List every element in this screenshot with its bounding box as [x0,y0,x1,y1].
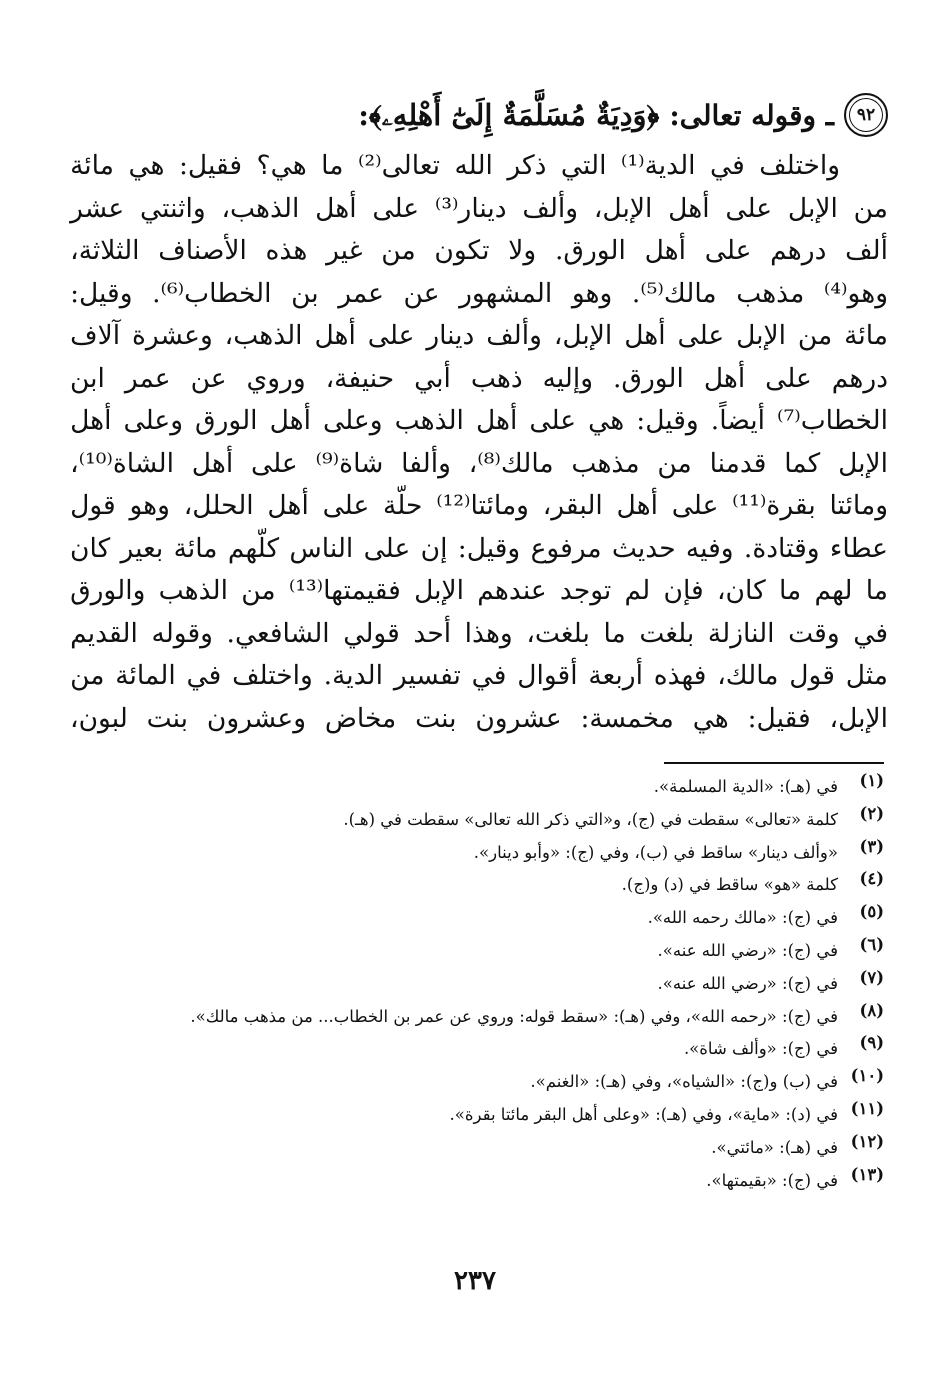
body-word: على [765,362,812,394]
body-word: أهل [269,405,311,436]
body-word: الدية⁽¹⁾ [620,150,696,181]
footnote-text: كلمة «تعالى» سقطت في (ج)، و«التي ذكر الله تعالى» سقطت في (هـ). [343,809,838,829]
body-word: أهل [644,235,687,266]
body-line [70,448,888,491]
body-word: فقيل: [747,702,811,734]
body-word: على [671,490,719,521]
body-word: من [381,235,416,266]
body-word: الدية. [323,660,383,691]
body-word: بعير [120,532,164,564]
body-word: دينار [426,320,475,351]
footnote-text: في (ج): «رحمه الله»، وفي (هـ): «سقط قوله: وروي عن عمر بن الخطاب... من مذهب مالك». [190,1006,838,1026]
body-word: أهل [314,320,356,351]
body-word: الذهب، [224,320,303,351]
body-word: الخطاب⁽⁶⁾. [152,277,272,309]
footnote-text: في (د): «ماية»، وفي (هـ): «وعلى أهل البقر مائتا بقرة». [449,1104,838,1124]
body-word: وهو⁽⁴⁾ [823,277,888,309]
body-word: ما [865,575,888,606]
body-word: في [710,150,745,181]
footnote [134,1033,884,1066]
footnote [134,1165,884,1198]
body-word: على [322,490,370,521]
body-word: الذهب، [221,192,300,224]
footnote-text: في (ج): «بقيمتها». [706,1170,838,1190]
body-word: عندهم [477,575,547,606]
body-word: الثلاثة، [70,235,140,266]
footnote-number: (٦) [859,934,884,954]
body-word: مالك، [717,660,779,691]
body-line [70,363,888,406]
body-word: الشافعي. [226,617,330,649]
body-word: بلغت [639,617,695,649]
body-word: البقر، [542,490,603,521]
body-word: ما [321,150,344,181]
body-word: وروي [246,362,306,394]
footnote-text: في (ج): «مالك رحمه الله». [647,908,838,928]
body-line [70,405,888,448]
body-word: مذهب [571,447,640,479]
body-word: عطاء [829,532,888,564]
body-word: ابن [70,362,105,394]
footnote-number: (١٣) [850,1164,884,1184]
body-word: من [853,192,888,224]
footnote [134,1099,884,1132]
body-word: هي [588,405,625,436]
body-word: بقرة⁽¹¹⁾ [732,490,816,521]
body-word: الحلل، [183,490,254,521]
body-line [70,660,888,703]
body-word: على [677,320,725,351]
body-word: المائة [115,660,176,691]
body-word: وألفا [401,447,451,479]
body-word: بن [291,277,319,309]
body-word: ولا [508,235,537,266]
body-line [70,575,888,618]
body-word: حديث [611,532,676,564]
footnote [134,935,884,968]
body-word: أهل [191,447,234,479]
body-word: أهل [616,490,658,521]
footnote-text: في (هـ): «الدية المسلمة». [653,777,838,796]
body-word: النازلة [707,617,775,649]
body-word: ما [778,575,802,606]
body-word: هذه [265,235,308,266]
body-word: عن [190,362,227,394]
body-word: وألف [486,320,542,351]
body-word: وقيل: [457,532,521,564]
footnote-number: (٨) [859,1000,884,1020]
body-word: أهل [668,192,710,224]
footnote-text: في (ج): «رضي الله عنه». [657,940,838,960]
body-word: أبي [414,362,451,394]
body-word: وقيل: [70,277,133,309]
body-word: من [70,660,105,691]
body-word: الشاة⁽¹⁰⁾، [70,447,174,479]
footnote-text: كلمة «هو» ساقط في (د) و(ج). [621,875,838,895]
body-word: عمر [338,277,384,309]
body-word: مرفوع [530,532,602,564]
footnote-text: في (ج): «وألف شاة». [683,1039,838,1059]
body-line [70,150,888,193]
body-word: على [363,532,411,564]
body-word: الإبل، [553,320,613,351]
body-word: قدمنا [709,447,767,479]
body-word: توجد [559,575,612,606]
body-word: أهل [70,405,112,436]
body-word: واختلف [232,660,313,691]
body-word: القديم [70,617,138,649]
body-word: على [367,320,415,351]
body-word: لبون، [70,702,128,734]
body-word: في [471,660,507,691]
body-word: هي [128,150,165,181]
body-word: وعلى [323,405,383,436]
body-line [70,193,888,236]
body-word: فإن [663,575,704,606]
body-word: إن [420,532,448,564]
footnote-number: (٣) [859,836,884,856]
body-word: وقتادة. [743,532,820,564]
body-line [70,533,888,576]
body-word: مخمسة: [580,702,674,734]
body-word: وقيل: [636,405,699,436]
footnote-text: «وألف دينار» ساقط في (ب)، وفي (ج): «وأبو دينار». [473,842,838,862]
footnote-number: (٧) [859,967,884,987]
body-word: هي [692,702,729,734]
page-number: ٢٣٧ [454,1266,496,1296]
body-word: وعلى [123,405,183,436]
body-word: قولي [343,617,400,649]
body-word: تفسير [393,660,461,691]
section-number-badge: ٩٢ [844,93,888,137]
body-word: قول [70,490,116,521]
body-word: عشرون [475,702,562,734]
body-word: أربعة [588,660,643,691]
body-word: على [372,192,420,224]
footnote-number: (١١) [850,1098,884,1118]
body-word: بلغت، [526,617,590,649]
body-word: حنيفة، [325,362,395,394]
body-word: في [853,617,888,649]
footnote-number: (١٠) [850,1066,884,1086]
footnote [134,1132,884,1165]
body-word: ذهب [470,362,523,394]
body-text [70,150,888,745]
footnotes [134,771,884,1197]
body-word: تكون [434,235,490,266]
body-word: واختلف [759,150,840,181]
body-word: من [657,447,692,479]
body-word: عمر [124,362,171,394]
footnote-number: (٩) [859,1033,884,1053]
body-word: آلاف [70,320,121,351]
footnote-number: (٢) [859,803,884,823]
footnote-number: (١٢) [850,1131,884,1151]
body-word: وهذا [464,617,513,649]
body-word: أقوال [517,660,578,691]
body-word: أهل [267,490,309,521]
body-word: أهل [703,362,746,394]
footnote-text: في (ب) و(ج): «الشياه»، وفي (هـ): «الغنم». [530,1072,838,1092]
body-line [70,618,888,661]
body-word: فقيمتها⁽¹³⁾ [288,575,401,606]
footnote-separator [664,762,884,764]
footnote [134,869,884,902]
body-word: ومائتا [829,490,888,521]
body-word: ما [603,617,626,649]
body-word: الخطاب⁽⁷⁾ [777,405,888,436]
body-word: الله [454,150,493,181]
body-word: كان [70,532,111,564]
body-word: شاة⁽⁹⁾ [315,447,384,479]
body-word: ألف [845,235,888,266]
body-word: مائة [844,320,888,351]
body-word: بنت [146,702,189,734]
body-word: وإليه [542,362,594,394]
body-word: الورق. [612,362,684,394]
body-word: الذهب [158,575,228,606]
body-word: والورق [70,575,146,606]
body-word: درهم [831,362,888,394]
footnote [134,804,884,837]
body-word: وقوله [151,617,213,649]
body-word: مائة [173,532,218,564]
body-line [70,703,888,746]
footnote [134,968,884,1001]
body-word: الإبل [414,575,465,606]
body-word: وعشرة [131,320,213,351]
footnote-number: (١) [859,771,884,790]
body-word: كلّهم [227,532,280,564]
body-word: مثل [845,660,888,691]
body-word: من [797,320,833,351]
footnote [134,1066,884,1099]
body-word: الإبل [787,192,838,224]
body-word: التي [560,150,607,181]
body-word: غير [326,235,363,266]
body-word: ذكر [507,150,547,181]
footnote [134,902,884,935]
body-word: الإبل، [593,192,653,224]
body-word: وقت [788,617,840,649]
body-word: مخاض [324,702,397,734]
body-line [70,235,888,278]
body-word: الأصناف [158,235,247,266]
footnote-number: (٤) [859,869,884,889]
body-word: الإبل [736,320,786,351]
footnote-text: في (هـ): «مائتي». [711,1137,838,1157]
section-heading [150,92,888,138]
body-word: على [251,447,298,479]
body-word: وفيه [685,532,734,564]
body-word: مالك⁽⁵⁾. [631,277,717,309]
body-word: عشر [70,192,125,224]
body-word: لم [624,575,651,606]
heading-title: ـ وقوله تعالى: [669,98,834,132]
body-word: لهم [814,575,853,606]
body-word: مائة [70,150,114,181]
body-word: الذهب [394,405,464,436]
footnote [134,837,884,870]
footnote [134,1001,884,1034]
body-line [70,320,888,363]
body-word: أحد [413,617,452,649]
body-word: في [186,660,222,691]
body-word: دينار⁽³⁾ [434,192,507,224]
body-word: درهم [770,235,827,266]
body-word: مالك⁽⁸⁾، [468,447,554,479]
body-word: أهل [624,320,666,351]
body-word: وهو [571,277,613,309]
body-line [70,278,888,321]
footnote [134,771,884,804]
body-word: وألف [522,192,579,224]
body-word: الإبل، [829,702,888,734]
body-word: حلّة [383,490,423,521]
body-word: بنت [415,702,457,734]
body-word: وعشرون [206,702,306,734]
body-word: أهل [315,192,357,224]
body-word: تعالى⁽²⁾ [357,150,440,181]
body-word: مذهب [736,277,805,309]
body-word: الناس [289,532,354,564]
body-word: أهل [475,405,518,436]
quran-verse: ﴿وَدِيَةٌ مُسَلَّمَةٌ إِلَىٰٓ أَهْلِهِۦ﴾: [358,97,660,132]
body-word: هي؟ [256,150,307,181]
body-word: وهو [129,490,170,521]
body-word: فهذه [653,660,707,691]
body-word: كما [784,447,821,479]
body-word: ومائتا⁽¹²⁾ [436,490,529,521]
body-word: على [725,192,773,224]
body-word: على [529,405,577,436]
body-word: المشهور [459,277,553,309]
footnote-text: في (ج): «رضي الله عنه». [657,973,838,993]
body-word: الإبل [838,447,888,479]
body-word: فقيل: [178,150,243,181]
body-word: من [241,575,276,606]
body-word: واثنتي [140,192,206,224]
body-word: قول [789,660,835,691]
body-word: على [704,235,752,266]
body-line [70,490,888,533]
body-word: كان، [716,575,766,606]
footnote-number: (٥) [859,902,884,922]
body-word: الورق. [554,235,626,266]
body-word: أيضاً. [710,405,765,436]
body-word: الورق [195,405,258,436]
body-word: عن [403,277,440,309]
